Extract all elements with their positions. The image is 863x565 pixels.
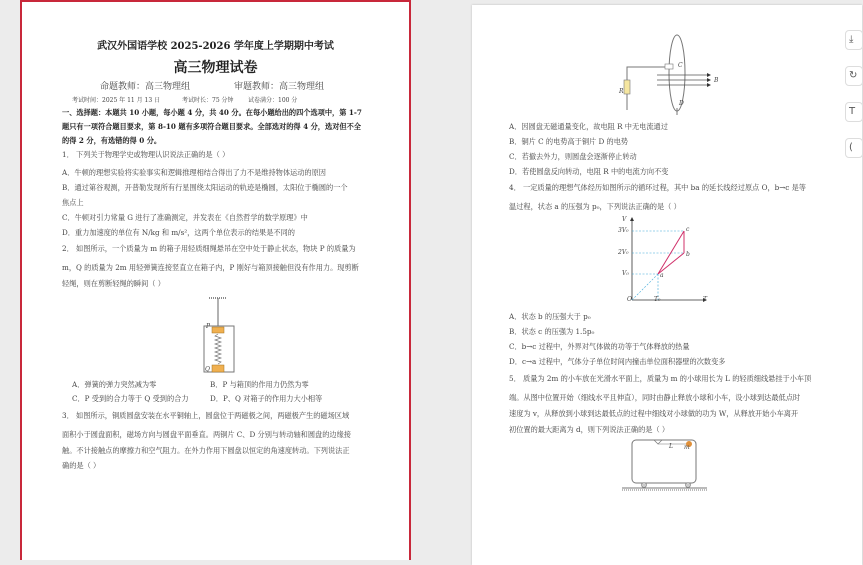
- tick-3v0: 3V₀: [618, 227, 629, 234]
- q4-option-b: B．状态 c 的压强为 1.5p₀: [509, 327, 595, 336]
- q4-option-c: C．b→c 过程中，外界对气体做的功等于气体释放的热量: [509, 342, 690, 351]
- origin-o: O: [627, 296, 632, 303]
- q2-stem: 轻绳，则在剪断轻绳的瞬间（ ）: [62, 279, 165, 288]
- label-c: C: [678, 62, 683, 69]
- q3-stem: 3． 如图所示，铜质圆盘安装在水平铜轴上，圆盘位于两磁极之间，两磁极产生的磁场区域: [62, 411, 350, 420]
- q5-stem: 速度为 v，从释放到小球到达最低点的过程中细线对小球做的功为 W，从释放开始小车离开: [509, 409, 799, 418]
- tick-v0: V₀: [622, 270, 629, 277]
- setter: 命题教师：高三物理组: [100, 82, 191, 92]
- q5-stem: 5． 质量为 2m 的小车放在光滑水平面上，质量为 m 的小球用长为 L 的轻质细线悬挂于小车顶: [509, 374, 812, 383]
- q1-stem: 1． 下列关于物理学史或物理认识说法正确的是（ ）: [62, 150, 230, 159]
- q3-stem: 确的是（ ）: [62, 461, 101, 470]
- q2-stem: m，Q 的质量为 2m 用轻弹簧连接竖直立在箱子内，P 刚好与箱顶接触但没有作用力。现剪断: [62, 263, 359, 272]
- page-1[interactable]: [20, 0, 411, 560]
- reviewer: 审题教师：高三物理组: [234, 82, 325, 92]
- q5-stem: 初位置的最大距离为 d，则下列说法正确的是（ ）: [509, 425, 670, 434]
- q4-option-d: D．c→a 过程中，气体分子单位时间内撞击单位面积器壁的次数变多: [509, 357, 726, 366]
- download-icon[interactable]: ⤓: [845, 30, 863, 50]
- q1-option-a: A．牛顿的理想实验将实验事实和逻辑推理相结合得出了力不是维持物体运动的原因: [62, 168, 326, 177]
- q1-option-b: B．通过第谷观测，开普勒发现所有行星围绕太阳运动的轨迹是椭圆，太阳位于椭圆的一个: [62, 183, 348, 192]
- exam-title: 高三物理试卷: [173, 60, 258, 76]
- q2-stem: 2． 如图所示，一个质量为 m 的箱子用轻质细绳悬吊在空中处于静止状态，物块 P 的质量为: [62, 244, 356, 253]
- text-icon[interactable]: T: [845, 102, 863, 122]
- box-spring-figure: [187, 292, 247, 377]
- q4-stem: 温过程，状态 a 的压强为 p₀，下列说法正确的是（ ）: [509, 202, 681, 211]
- q2-option-b: B．P 与箱顶的作用力仍然为零: [210, 380, 309, 389]
- q3-stem: 面积小于圆盘面积，磁场方向与圆盘平面垂直。两铜片 C、D 分别与转动轴和圆盘的边缘接: [62, 430, 351, 439]
- label-b: B: [714, 77, 719, 84]
- label-q: Q: [205, 366, 210, 373]
- tick-2v0: 2V₀: [618, 249, 629, 256]
- axis-v: V: [622, 216, 627, 223]
- q2-option-c: C．P 受到的合力等于 Q 受到的合力: [72, 394, 189, 403]
- label-m: m: [684, 444, 690, 451]
- q4-option-a: A．状态 b 的压强大于 p₀: [509, 312, 591, 321]
- comment-icon[interactable]: (: [845, 138, 863, 158]
- point-a: a: [660, 272, 664, 279]
- school-title: 武汉外国语学校 2025-2026 学年度上学期期中考试: [97, 41, 334, 52]
- q3-option-c: C．若撤去外力，则圆盘会逐渐停止转动: [509, 152, 637, 161]
- q3-option-a: A．因圆盘无磁通量变化，故电阻 R 中无电流通过: [509, 122, 668, 131]
- q1-option-d: D．重力加速度的单位有 N/kg 和 m/s²，这两个单位表示的结果是不同的: [62, 228, 295, 237]
- q2-option-d: D．P、Q 对箱子的作用力大小相等: [210, 394, 323, 403]
- full-score: 试卷满分：100 分: [248, 97, 298, 104]
- page-2[interactable]: [472, 5, 862, 565]
- v-t-graph: [617, 215, 717, 305]
- label-d: D: [679, 100, 684, 107]
- label-l: L: [669, 443, 673, 450]
- q3-option-d: D．若使圆盘反向转动，电阻 R 中的电流方向不变: [509, 167, 669, 176]
- q1-option-b-cont: 焦点上: [62, 198, 84, 207]
- q5-stem: 端。从图中位置开始（细线水平且伸直），同时由静止释放小球和小车，设小球到达最低点时: [509, 393, 801, 402]
- section-instructions: 题只有一项符合题目要求，第 8-10 题有多项符合题目要求。全部选对的得 4 分，选对但不全: [62, 122, 361, 131]
- q3-stem: 触。不计接触点的摩擦力和空气阻力。在外力作用下圆盘以恒定的角速度转动。下列说法正: [62, 446, 350, 455]
- q3-option-b: B．铜片 C 的电势高于铜片 D 的电势: [509, 137, 629, 146]
- section-instructions: 一、选择题：本题共 10 小题，每小题 4 分，共 40 分。在每小题给出的四个选项中，第 1-7: [62, 108, 362, 117]
- q4-stem: 4． 一定质量的理想气体经历如图所示的循环过程，其中 ba 的延长线经过原点 O，b→c 是等: [509, 183, 806, 192]
- cart-figure: [622, 435, 712, 495]
- axis-t: T: [703, 296, 708, 303]
- exam-date: 考试时间：2025 年 11 月 13 日: [72, 97, 161, 104]
- q2-option-a: A．弹簧的弹力突然减为零: [72, 380, 157, 389]
- point-c: c: [686, 226, 690, 233]
- section-instructions: 的得 2 分，有选错的得 0 分。: [62, 136, 162, 145]
- label-r: R: [619, 88, 624, 95]
- q1-option-c: C．牛顿对引力常量 G 进行了准确测定，并发表在《自然哲学的数学原理》中: [62, 213, 308, 222]
- tick-t0: T₀: [654, 296, 661, 303]
- refresh-icon[interactable]: ↻: [845, 66, 863, 86]
- point-b: b: [686, 251, 690, 258]
- copper-disk-figure: [617, 30, 717, 115]
- label-p: P: [206, 323, 211, 330]
- duration: 考试时长：75 分钟: [182, 97, 234, 104]
